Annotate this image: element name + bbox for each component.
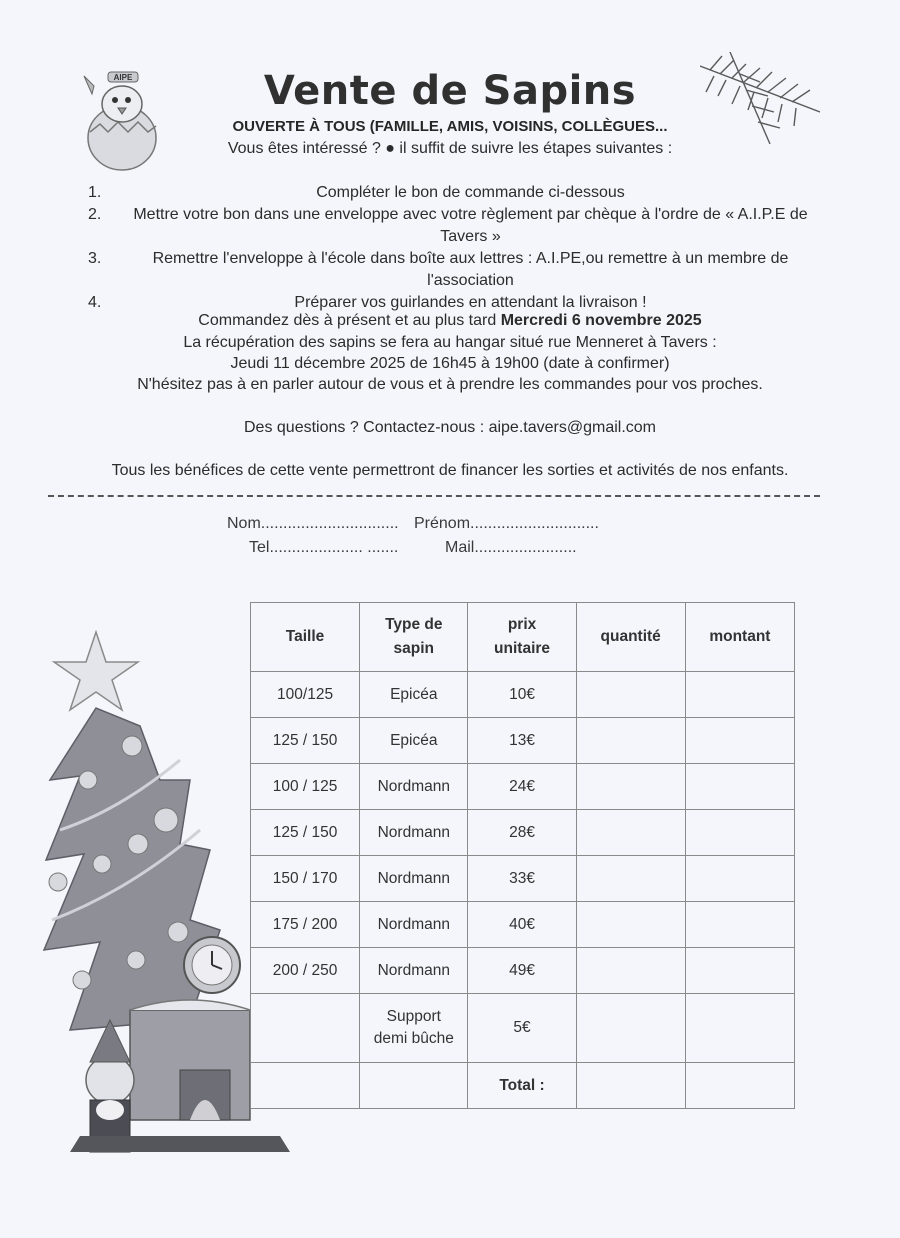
table-row [251,902,795,948]
deadline-line: Commandez dès à présent et au plus tard Mercredi 6 novembre 2025 [198,312,702,329]
cell-prix: 28€ [468,810,576,856]
cell-empty [251,1063,360,1109]
step-number: 3. [88,250,102,267]
contact-line: Des questions ? Contactez-nous : aipe.tavers@gmail.com [244,419,656,436]
header-montant: montant [685,603,794,672]
pickup-date: Jeudi 11 décembre 2025 de 16h45 à 19h00 (date à confirmer) [230,355,670,372]
cell-taille: 175 / 200 [251,902,360,948]
pickup-location: La récupération des sapins se fera au hangar situé rue Menneret à Tavers : [183,334,717,351]
cell-quantite-input[interactable] [576,902,685,948]
cell-quantite-input[interactable] [576,764,685,810]
cell-montant-input[interactable] [685,764,794,810]
table-row [251,810,795,856]
total-amount-input[interactable] [685,1063,794,1109]
cell-taille: 100/125 [251,672,360,718]
cell-montant-input[interactable] [685,672,794,718]
step-number: 4. [88,294,102,311]
step-4 [88,292,823,314]
cell-taille: 125 / 150 [251,718,360,764]
cell-prix: 13€ [468,718,576,764]
cell-type: Epicéa [360,718,468,764]
cell-taille: 200 / 250 [251,948,360,994]
cell-prix: 40€ [468,902,576,948]
cell-prix: 24€ [468,764,576,810]
cell-type: Nordmann [360,856,468,902]
logo-text: AIPE [113,73,133,82]
nom-field[interactable]: Nom............................... [227,515,399,532]
total-label: Total : [468,1063,576,1109]
header-taille: Taille [251,603,360,672]
header-type: Type de sapin [360,603,468,672]
cell-taille: 150 / 170 [251,856,360,902]
cell-prix: 33€ [468,856,576,902]
cell-empty [360,1063,468,1109]
cell-quantite-input[interactable] [576,948,685,994]
benefits-line: Tous les bénéfices de cette vente permettront de financer les sorties et activités de nos enfants. [111,462,789,479]
cell-type: Support demi bûche [360,994,468,1063]
cell-taille: 100 / 125 [251,764,360,810]
step-1 [88,182,823,204]
support-row [251,994,795,1063]
mail-field[interactable]: Mail....................... [445,539,577,556]
cut-line [48,495,820,497]
table-row [251,948,795,994]
cell-montant-input[interactable] [685,948,794,994]
cell-prix: 10€ [468,672,576,718]
cell-type: Nordmann [360,810,468,856]
cell-quantite-input[interactable] [576,994,685,1063]
cell-type: Nordmann [360,902,468,948]
cell-montant-input[interactable] [685,810,794,856]
cell-prix: 5€ [468,994,576,1063]
cell-type: Epicéa [360,672,468,718]
tel-field[interactable]: Tel..................... ....... [249,539,399,556]
table-header-row [251,603,795,672]
cell-taille-empty [251,994,360,1063]
prenom-field[interactable]: Prénom............................. [414,515,599,532]
cell-montant-input[interactable] [685,994,794,1063]
step-number: 2. [88,206,102,223]
header-prix: prix unitaire [468,603,576,672]
table-row [251,764,795,810]
step-2 [88,204,823,248]
cell-montant-input[interactable] [685,856,794,902]
step-text: Compléter le bon de commande ci-dessous [316,184,625,201]
cell-quantite-input[interactable] [576,856,685,902]
total-row [251,1063,795,1109]
cell-type: Nordmann [360,948,468,994]
cell-quantite-input[interactable] [576,718,685,764]
step-text: Remettre l'enveloppe à l'école dans boîte aux lettres : A.I.PE,ou remettre à un membre de l'association [152,250,789,289]
cell-quantite-input[interactable] [576,810,685,856]
cell-taille: 125 / 150 [251,810,360,856]
cell-montant-input[interactable] [685,902,794,948]
table-row [251,672,795,718]
steps-list [88,182,823,314]
page-subtitle: OUVERTE À TOUS (FAMILLE, AMIS, VOISINS, COLLÈGUES... [232,118,668,135]
intro-text: Vous êtes intéressé ? ● il suffit de suivre les étapes suivantes : [227,140,673,157]
step-text: Mettre votre bon dans une enveloppe avec votre règlement par chèque à l'ordre de « A.I.P.E de Tavers » [133,206,808,245]
cell-quantite-input[interactable] [576,672,685,718]
cell-type: Nordmann [360,764,468,810]
page-title: Vente de Sapins [263,68,637,114]
cell-prix: 49€ [468,948,576,994]
table-row [251,856,795,902]
order-table [250,602,795,1109]
deadline-date: Mercredi 6 novembre 2025 [500,312,702,329]
cell-montant-input[interactable] [685,718,794,764]
step-number: 1. [88,184,102,201]
cell-empty [576,1063,685,1109]
header-quantite: quantité [576,603,685,672]
step-text: Préparer vos guirlandes en attendant la livraison ! [294,294,647,311]
step-3 [88,248,823,292]
table-row [251,718,795,764]
share-line: N'hésitez pas à en parler autour de vous et à prendre les commandes pour vos proches. [137,376,763,393]
